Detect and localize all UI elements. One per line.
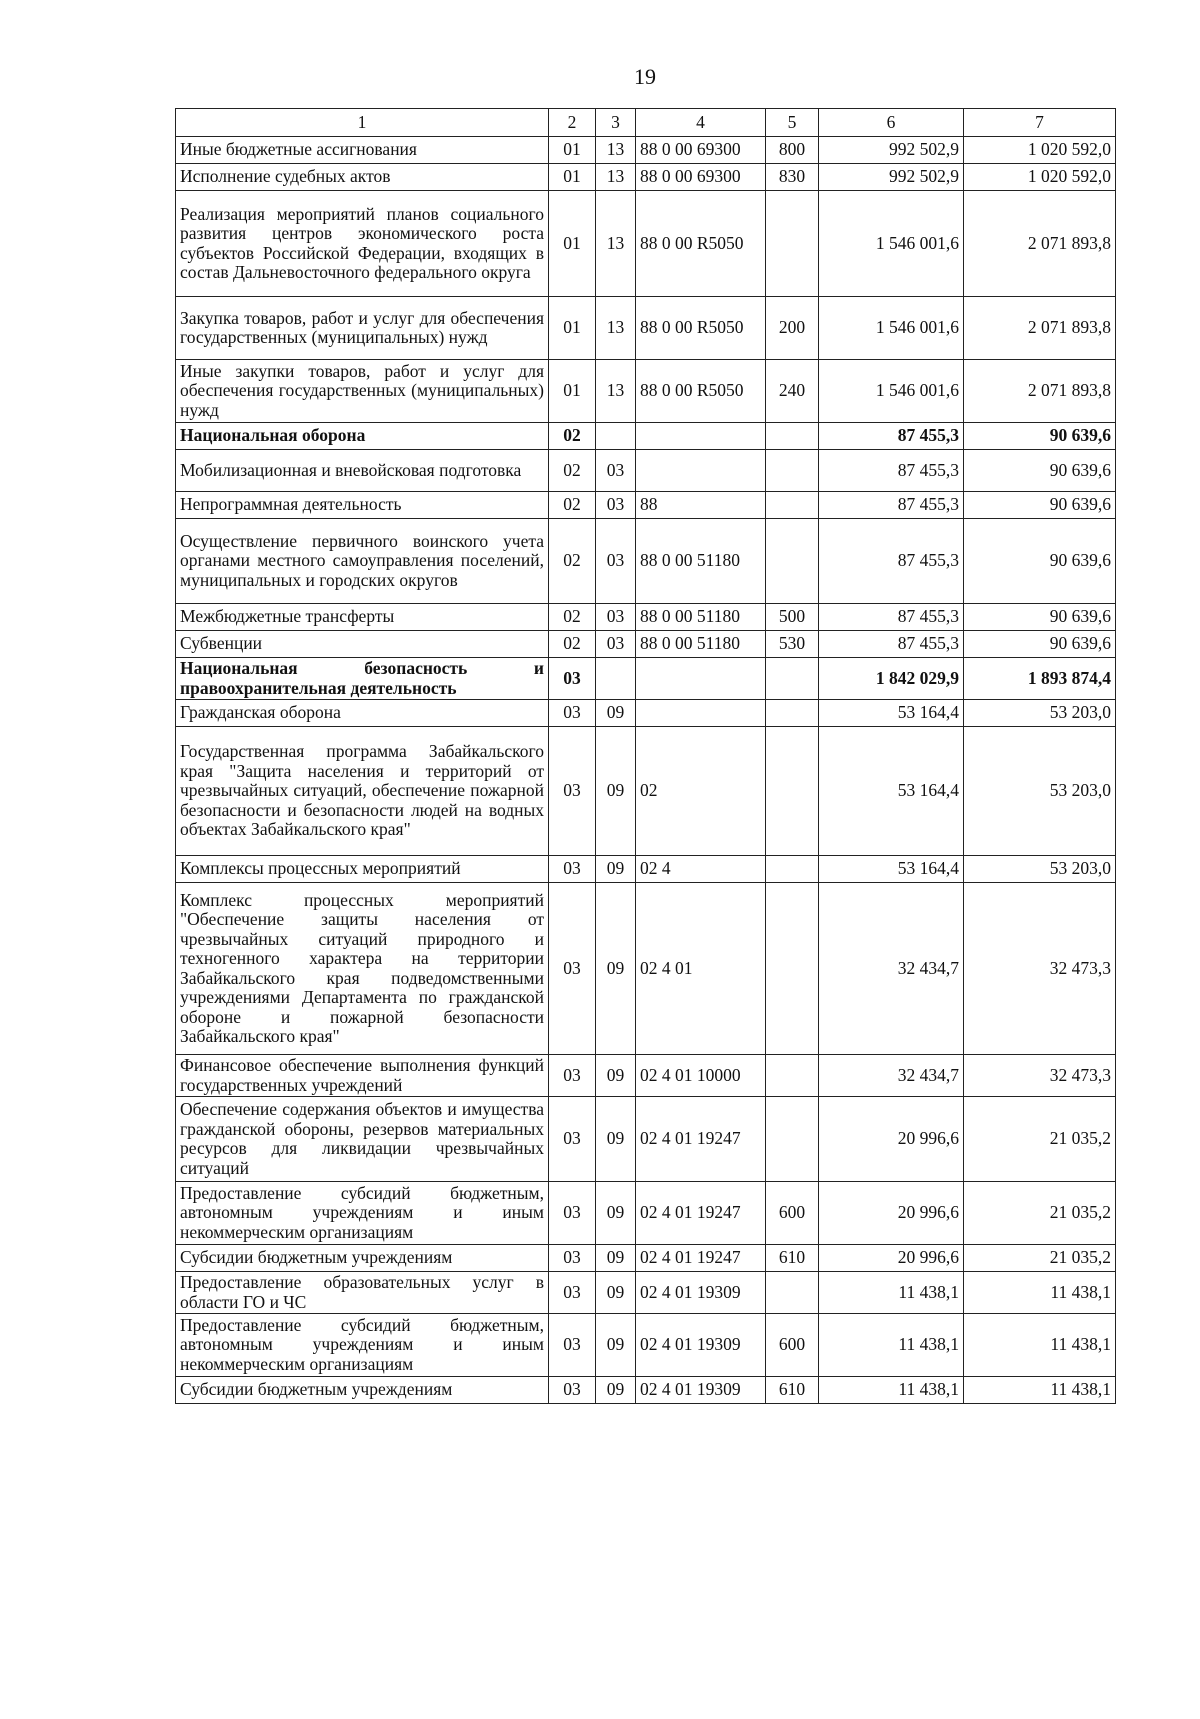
header-col-1: 1 — [176, 109, 549, 137]
row-name: Межбюджетные трансферты — [176, 604, 549, 631]
amount-col-6: 87 455,3 — [819, 423, 964, 450]
table-row — [176, 423, 1116, 450]
target-article-code: 02 4 01 19247 — [636, 1182, 766, 1245]
amount-col-6: 87 455,3 — [819, 631, 964, 658]
section-code: 01 — [549, 360, 596, 423]
amount-col-7: 53 203,0 — [964, 727, 1116, 856]
amount-col-7: 53 203,0 — [964, 700, 1116, 727]
amount-col-6: 87 455,3 — [819, 492, 964, 519]
header-col-2: 2 — [549, 109, 596, 137]
row-name: Национальная безопасность и правоохранительная деятельность — [176, 658, 549, 700]
expense-type-code: 800 — [766, 137, 819, 164]
section-code: 01 — [549, 137, 596, 164]
subsection-code: 03 — [596, 604, 636, 631]
table-row — [176, 164, 1116, 191]
subsection-code: 03 — [596, 519, 636, 604]
expense-type-code: 530 — [766, 631, 819, 658]
expense-type-code — [766, 727, 819, 856]
table-row — [176, 883, 1116, 1055]
table-row — [176, 519, 1116, 604]
section-code: 03 — [549, 883, 596, 1055]
target-article-code: 88 — [636, 492, 766, 519]
section-code: 03 — [549, 1314, 596, 1377]
header-col-4: 4 — [636, 109, 766, 137]
amount-col-7: 2 071 893,8 — [964, 360, 1116, 423]
target-article-code: 88 0 00 69300 — [636, 137, 766, 164]
section-code: 01 — [549, 191, 596, 297]
table-row — [176, 360, 1116, 423]
amount-col-6: 53 164,4 — [819, 727, 964, 856]
section-code: 03 — [549, 727, 596, 856]
section-code: 03 — [549, 1055, 596, 1097]
target-article-code: 02 4 01 19309 — [636, 1377, 766, 1404]
amount-col-6: 11 438,1 — [819, 1314, 964, 1377]
subsection-code: 09 — [596, 1314, 636, 1377]
subsection-code: 03 — [596, 492, 636, 519]
target-article-code — [636, 658, 766, 700]
amount-col-6: 992 502,9 — [819, 137, 964, 164]
amount-col-7: 11 438,1 — [964, 1377, 1116, 1404]
section-code: 03 — [549, 1097, 596, 1182]
header-col-5: 5 — [766, 109, 819, 137]
row-name: Финансовое обеспечение выполнения функций государственных учреждений — [176, 1055, 549, 1097]
expense-type-code — [766, 658, 819, 700]
amount-col-6: 1 842 029,9 — [819, 658, 964, 700]
target-article-code: 88 0 00 R5050 — [636, 191, 766, 297]
row-name: Предоставление образовательных услуг в области ГО и ЧС — [176, 1272, 549, 1314]
amount-col-7: 1 020 592,0 — [964, 137, 1116, 164]
subsection-code — [596, 658, 636, 700]
subsection-code: 13 — [596, 360, 636, 423]
target-article-code: 02 4 01 19309 — [636, 1314, 766, 1377]
section-code: 02 — [549, 519, 596, 604]
amount-col-7: 90 639,6 — [964, 519, 1116, 604]
row-name: Субсидии бюджетным учреждениям — [176, 1377, 549, 1404]
subsection-code: 09 — [596, 1055, 636, 1097]
row-name: Предоставление субсидий бюджетным, автономным учреждениям и иным некоммерческим организациям — [176, 1314, 549, 1377]
row-name: Национальная оборона — [176, 423, 549, 450]
amount-col-7: 2 071 893,8 — [964, 191, 1116, 297]
subsection-code: 03 — [596, 631, 636, 658]
section-code: 03 — [549, 658, 596, 700]
header-col-6: 6 — [819, 109, 964, 137]
row-name: Мобилизационная и вневойсковая подготовка — [176, 450, 549, 492]
amount-col-6: 87 455,3 — [819, 604, 964, 631]
table-row — [176, 1182, 1116, 1245]
table-row — [176, 856, 1116, 883]
amount-col-7: 21 035,2 — [964, 1182, 1116, 1245]
target-article-code: 88 0 00 R5050 — [636, 360, 766, 423]
target-article-code: 88 0 00 51180 — [636, 604, 766, 631]
table-row — [176, 492, 1116, 519]
subsection-code: 03 — [596, 450, 636, 492]
target-article-code: 88 0 00 51180 — [636, 631, 766, 658]
expense-type-code — [766, 1272, 819, 1314]
section-code: 03 — [549, 1182, 596, 1245]
expense-type-code — [766, 1097, 819, 1182]
section-code: 03 — [549, 700, 596, 727]
expense-type-code: 240 — [766, 360, 819, 423]
expense-type-code: 200 — [766, 297, 819, 360]
table-row — [176, 450, 1116, 492]
row-name: Субсидии бюджетным учреждениям — [176, 1245, 549, 1272]
amount-col-6: 992 502,9 — [819, 164, 964, 191]
amount-col-6: 87 455,3 — [819, 519, 964, 604]
subsection-code: 09 — [596, 1272, 636, 1314]
row-name: Иные закупки товаров, работ и услуг для обеспечения государственных (муниципальных) нужд — [176, 360, 549, 423]
subsection-code: 09 — [596, 1097, 636, 1182]
amount-col-7: 90 639,6 — [964, 423, 1116, 450]
header-col-3: 3 — [596, 109, 636, 137]
table-row — [176, 191, 1116, 297]
target-article-code: 02 4 01 19309 — [636, 1272, 766, 1314]
target-article-code — [636, 450, 766, 492]
table-row — [176, 1377, 1116, 1404]
expense-type-code — [766, 519, 819, 604]
target-article-code: 02 4 01 10000 — [636, 1055, 766, 1097]
amount-col-7: 21 035,2 — [964, 1245, 1116, 1272]
amount-col-7: 90 639,6 — [964, 604, 1116, 631]
expense-type-code — [766, 1055, 819, 1097]
expense-type-code: 600 — [766, 1314, 819, 1377]
row-name: Непрограммная деятельность — [176, 492, 549, 519]
page-number: 19 — [634, 64, 656, 89]
subsection-code: 13 — [596, 137, 636, 164]
expense-type-code: 610 — [766, 1245, 819, 1272]
row-name: Государственная программа Забайкальского края "Защита населения и территорий от чрезвычайных ситуаций, обеспечение пожарной безопасности и безопасности людей на водных объектах Забайкальского края" — [176, 727, 549, 856]
section-code: 01 — [549, 164, 596, 191]
table-row — [176, 137, 1116, 164]
row-name: Субвенции — [176, 631, 549, 658]
section-code: 03 — [549, 1272, 596, 1314]
section-code: 03 — [549, 1245, 596, 1272]
expense-type-code — [766, 856, 819, 883]
subsection-code: 13 — [596, 297, 636, 360]
amount-col-6: 87 455,3 — [819, 450, 964, 492]
subsection-code: 09 — [596, 883, 636, 1055]
table-row — [176, 1272, 1116, 1314]
amount-col-6: 32 434,7 — [819, 1055, 964, 1097]
table-row — [176, 604, 1116, 631]
row-name: Комплексы процессных мероприятий — [176, 856, 549, 883]
amount-col-6: 20 996,6 — [819, 1097, 964, 1182]
table-row — [176, 631, 1116, 658]
amount-col-7: 32 473,3 — [964, 883, 1116, 1055]
amount-col-7: 2 071 893,8 — [964, 297, 1116, 360]
section-code: 03 — [549, 856, 596, 883]
amount-col-6: 1 546 001,6 — [819, 360, 964, 423]
table-row — [176, 1055, 1116, 1097]
row-name: Комплекс процессных мероприятий "Обеспечение защиты населения от чрезвычайных ситуаций природного и техногенного характера на территории Забайкальского края подведомственными учреждениями Департамента по гражданской обороне и пожарной безопасности Забайкальского края" — [176, 883, 549, 1055]
subsection-code: 13 — [596, 191, 636, 297]
table-row — [176, 1097, 1116, 1182]
subsection-code — [596, 423, 636, 450]
expense-type-code: 610 — [766, 1377, 819, 1404]
row-name: Реализация мероприятий планов социального развития центров экономического роста субъектов Российской Федерации, входящих в состав Дальневосточного федерального округа — [176, 191, 549, 297]
expense-type-code — [766, 492, 819, 519]
expense-type-code — [766, 423, 819, 450]
amount-col-6: 1 546 001,6 — [819, 191, 964, 297]
budget-table — [175, 108, 1116, 1404]
row-name: Иные бюджетные ассигнования — [176, 137, 549, 164]
amount-col-6: 53 164,4 — [819, 700, 964, 727]
table-row — [176, 297, 1116, 360]
expense-type-code — [766, 883, 819, 1055]
row-name: Закупка товаров, работ и услуг для обеспечения государственных (муниципальных) нужд — [176, 297, 549, 360]
row-name: Исполнение судебных актов — [176, 164, 549, 191]
target-article-code: 02 4 01 19247 — [636, 1097, 766, 1182]
amount-col-7: 1 893 874,4 — [964, 658, 1116, 700]
subsection-code: 09 — [596, 1182, 636, 1245]
amount-col-6: 32 434,7 — [819, 883, 964, 1055]
target-article-code — [636, 700, 766, 727]
table-row — [176, 1314, 1116, 1377]
target-article-code — [636, 423, 766, 450]
section-code: 02 — [549, 492, 596, 519]
table-row — [176, 658, 1116, 700]
subsection-code: 09 — [596, 727, 636, 856]
amount-col-7: 90 639,6 — [964, 450, 1116, 492]
amount-col-7: 21 035,2 — [964, 1097, 1116, 1182]
expense-type-code: 500 — [766, 604, 819, 631]
section-code: 02 — [549, 423, 596, 450]
amount-col-7: 32 473,3 — [964, 1055, 1116, 1097]
target-article-code: 02 4 01 — [636, 883, 766, 1055]
amount-col-6: 20 996,6 — [819, 1245, 964, 1272]
target-article-code: 02 — [636, 727, 766, 856]
target-article-code: 88 0 00 R5050 — [636, 297, 766, 360]
subsection-code: 09 — [596, 1377, 636, 1404]
amount-col-7: 53 203,0 — [964, 856, 1116, 883]
row-name: Предоставление субсидий бюджетным, автономным учреждениям и иным некоммерческим организациям — [176, 1182, 549, 1245]
amount-col-7: 90 639,6 — [964, 631, 1116, 658]
subsection-code: 13 — [596, 164, 636, 191]
target-article-code: 02 4 — [636, 856, 766, 883]
amount-col-6: 1 546 001,6 — [819, 297, 964, 360]
section-code: 01 — [549, 297, 596, 360]
target-article-code: 88 0 00 51180 — [636, 519, 766, 604]
target-article-code: 02 4 01 19247 — [636, 1245, 766, 1272]
amount-col-7: 90 639,6 — [964, 492, 1116, 519]
amount-col-7: 1 020 592,0 — [964, 164, 1116, 191]
table-row — [176, 727, 1116, 856]
amount-col-6: 11 438,1 — [819, 1377, 964, 1404]
amount-col-7: 11 438,1 — [964, 1314, 1116, 1377]
section-code: 02 — [549, 631, 596, 658]
section-code: 02 — [549, 450, 596, 492]
expense-type-code — [766, 450, 819, 492]
budget-table-body — [176, 109, 1116, 1404]
section-code: 03 — [549, 1377, 596, 1404]
target-article-code: 88 0 00 69300 — [636, 164, 766, 191]
amount-col-6: 11 438,1 — [819, 1272, 964, 1314]
subsection-code: 09 — [596, 856, 636, 883]
header-col-7: 7 — [964, 109, 1116, 137]
expense-type-code: 600 — [766, 1182, 819, 1245]
expense-type-code: 830 — [766, 164, 819, 191]
amount-col-7: 11 438,1 — [964, 1272, 1116, 1314]
subsection-code: 09 — [596, 700, 636, 727]
expense-type-code — [766, 191, 819, 297]
section-code: 02 — [549, 604, 596, 631]
amount-col-6: 20 996,6 — [819, 1182, 964, 1245]
row-name: Осуществление первичного воинского учета органами местного самоуправления поселений, муниципальных и городских округов — [176, 519, 549, 604]
table-header-row — [176, 109, 1116, 137]
table-row — [176, 700, 1116, 727]
table-row — [176, 1245, 1116, 1272]
row-name: Обеспечение содержания объектов и имущества гражданской обороны, резервов материальных ресурсов для ликвидации чрезвычайных ситуаций — [176, 1097, 549, 1182]
expense-type-code — [766, 700, 819, 727]
row-name: Гражданская оборона — [176, 700, 549, 727]
subsection-code: 09 — [596, 1245, 636, 1272]
amount-col-6: 53 164,4 — [819, 856, 964, 883]
